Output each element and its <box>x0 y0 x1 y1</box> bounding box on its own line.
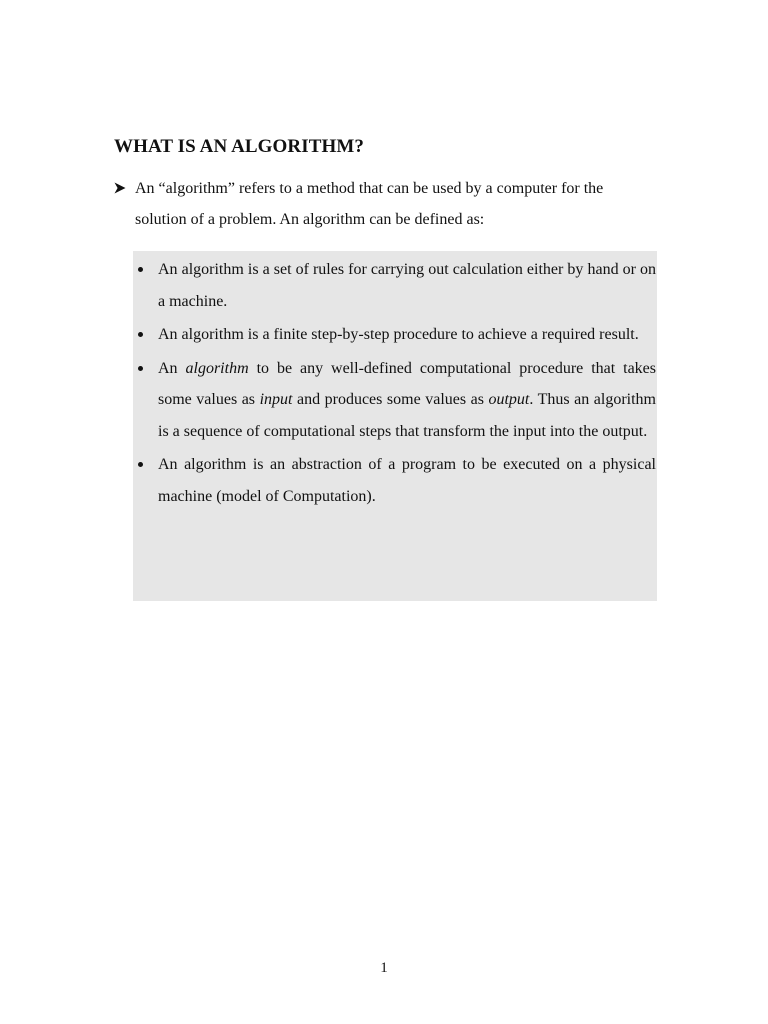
bullet-icon <box>138 462 143 467</box>
definition-item <box>133 353 657 448</box>
bullet-icon <box>138 366 143 371</box>
definition-item <box>133 449 657 512</box>
definition-list <box>133 254 657 514</box>
definition-text <box>158 360 656 440</box>
term-input: input <box>259 391 293 408</box>
definition-text: An algorithm is a finite step-by-step procedure to achieve a required result. <box>158 326 639 343</box>
page-title: WHAT IS AN ALGORITHM? <box>114 136 365 157</box>
arrowhead-bullet-icon <box>114 173 128 204</box>
definition-item <box>133 254 657 317</box>
definition-text-segment: to be any well-defined computational procedure that takes some values as <box>158 359 656 408</box>
definition-text: An algorithm is a set of rules for carrying out calculation either by hand or on a machine. <box>158 261 656 310</box>
intro-paragraph <box>114 173 656 235</box>
definition-text-segment: and produces some values as <box>292 391 489 408</box>
term-algorithm: algorithm <box>185 359 249 377</box>
bullet-icon <box>138 267 143 272</box>
definition-text: An algorithm is an abstraction of a program to be executed on a physical machine (model of Computation). <box>158 456 656 505</box>
term-output: output <box>488 391 530 408</box>
bullet-icon <box>138 332 143 337</box>
definition-text-segment: . Thus an algorithm is a sequence of computational steps that transform the input into the output. <box>158 391 656 440</box>
definition-text-segment: An <box>158 359 186 377</box>
intro-text: An “algorithm” refers to a method that can be used by a computer for the solution of a problem. An algorithm can be defined as: <box>135 180 604 228</box>
definition-item <box>133 319 657 351</box>
definition-box <box>133 251 657 601</box>
page-number: 1 <box>380 960 388 976</box>
